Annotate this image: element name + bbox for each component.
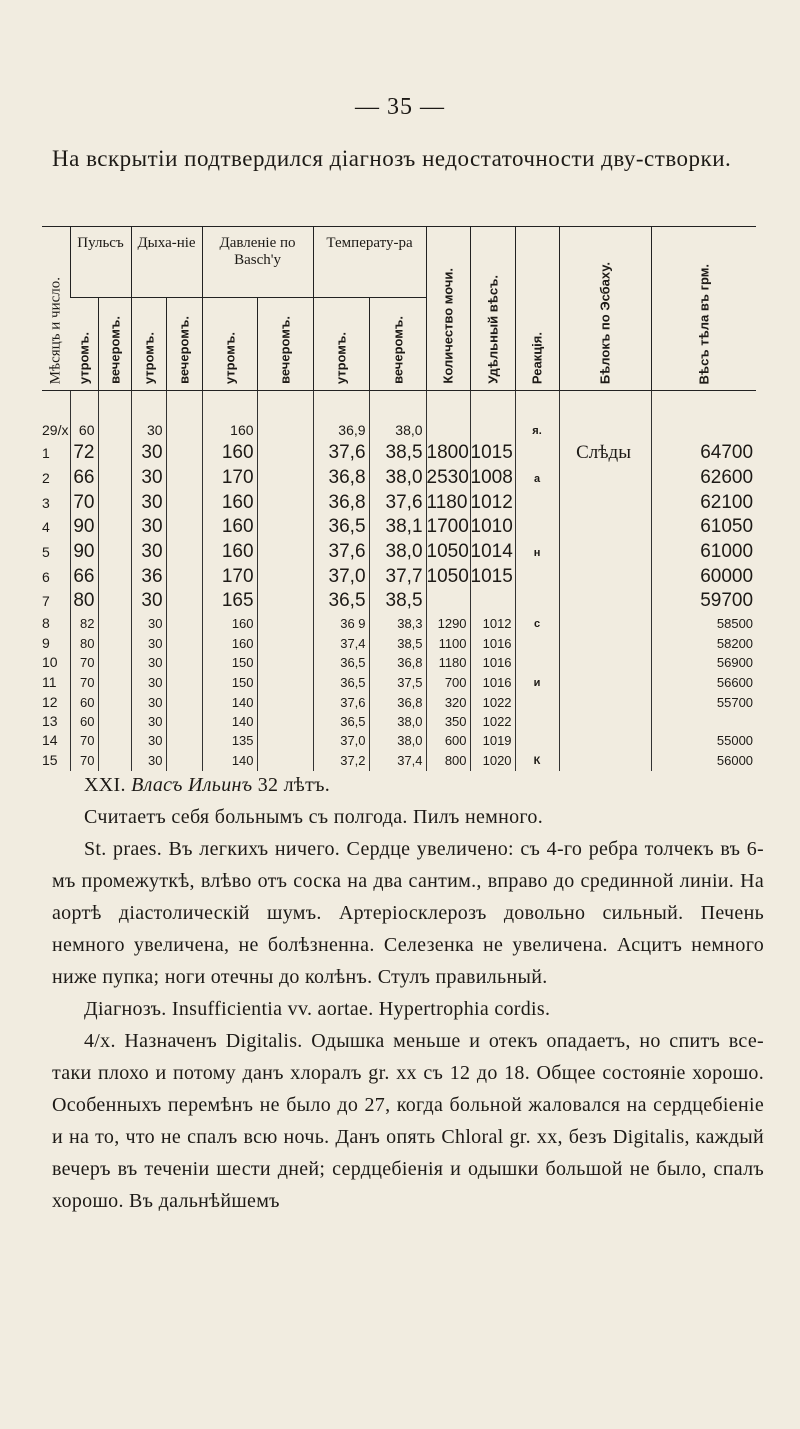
reaction-cell [515,441,559,465]
header-pulse: Пульсъ [70,227,131,298]
temp-morning-cell: 37,2 [313,750,369,771]
header-albumin: Бѣлокъ по Эсбаху. [559,227,651,391]
date-cell: 9 [42,635,50,651]
table-row [42,653,756,672]
pulse-evening-cell [98,539,131,565]
temp-evening-cell: 36,8 [369,653,426,672]
albumin-cell [559,712,651,731]
bp-morning-cell: 160 [202,491,257,515]
urine-cell: 700 [426,672,470,693]
bp-morning-cell: 160 [202,613,257,634]
weight-cell: 55000 [651,731,756,750]
urine-cell: 1100 [426,634,470,653]
albumin-cell [559,672,651,693]
urine-cell: 1290 [426,613,470,634]
patient-name: Власъ Ильинъ [131,774,253,796]
table-row [42,613,756,634]
header-temperature: Температу-ра [313,227,426,298]
temp-morning-cell: 37,6 [313,539,369,565]
urine-cell: 1050 [426,566,469,587]
pulse-evening-cell [98,515,131,539]
date-cell: 4 [42,519,50,535]
specific-gravity-cell [470,589,515,613]
temp-evening-cell: 38,5 [369,589,426,613]
bp-evening-cell [257,750,313,771]
albumin-cell [559,515,651,539]
table-row [42,419,756,441]
clinical-data-table [42,226,756,771]
pulse-evening-cell [98,693,131,712]
table-body [42,391,756,772]
reaction-cell [515,672,559,693]
header-weight: Вѣсъ тѣла въ грм. [651,227,756,391]
bp-morning-cell: 160 [202,515,257,539]
table-spacer [42,391,756,420]
resp-morning-cell: 30 [131,465,166,491]
resp-morning-cell: 30 [131,491,166,515]
resp-morning-cell: 36 [131,565,166,589]
resp-evening-cell [166,491,202,515]
table-row [42,750,756,771]
case-heading [52,769,764,801]
resp-morning-cell: 30 [131,672,166,693]
reaction-letter: К [533,755,541,767]
resp-morning-cell: 30 [131,712,166,731]
reaction-cell [515,634,559,653]
temp-morning-cell: 36,5 [313,672,369,693]
reaction-cell [515,731,559,750]
weight-cell [651,712,756,731]
temp-evening-cell: 38,0 [369,731,426,750]
bp-morning-cell: 170 [202,465,257,491]
weight-cell: 64700 [651,441,756,465]
albumin-cell [559,539,651,565]
pulse-morning-cell: 70 [70,653,98,672]
temp-evening-cell: 37,5 [369,672,426,693]
albumin-cell [559,491,651,515]
specific-gravity-cell: 1008 [470,465,515,491]
pulse-morning-cell: 60 [70,712,98,731]
resp-morning-cell: 30 [131,653,166,672]
bp-evening-cell [257,565,313,589]
header-specific-gravity: Удѣльный вѣсъ. [470,227,515,391]
reaction-letter: н [533,547,541,559]
pulse-morning-cell: 82 [70,613,98,634]
table-row [42,672,756,693]
pulse-morning-cell: 70 [70,750,98,771]
specific-gravity-cell: 1010 [470,515,515,539]
table-row [42,491,756,515]
bp-morning-cell: 150 [202,653,257,672]
specific-gravity-cell: 1014 [470,539,515,565]
specific-gravity-cell: 1012 [470,491,515,515]
date-cell: 3 [42,495,50,511]
reaction-letter: и [533,677,541,689]
weight-cell: 59700 [651,589,756,613]
temp-evening-cell: 38,5 [369,441,426,465]
bp-evening-cell [257,672,313,693]
temp-evening-cell: 38,5 [369,634,426,653]
reaction-cell [515,419,559,441]
header-temp-morning: утромъ. [313,298,369,391]
temp-evening-cell: 37,4 [369,750,426,771]
bp-morning-cell: 140 [202,750,257,771]
date-cell: 12 [42,694,58,710]
albumin-cell [559,731,651,750]
pulse-evening-cell [98,731,131,750]
temp-morning-cell: 37,4 [313,634,369,653]
table-row [42,539,756,565]
resp-evening-cell [166,441,202,465]
weight-cell: 62600 [651,465,756,491]
temp-morning-cell: 37,6 [313,693,369,712]
weight-cell: 58500 [651,613,756,634]
header-pulse-morning: утромъ. [70,298,98,391]
bp-evening-cell [257,653,313,672]
resp-evening-cell [166,613,202,634]
pulse-morning-cell: 80 [70,589,98,613]
bp-evening-cell [257,693,313,712]
urine-cell: 1700 [426,516,469,537]
reaction-cell [515,491,559,515]
weight-cell: 55700 [651,693,756,712]
temp-morning-cell: 36,5 [313,712,369,731]
urine-cell: 1180 [426,491,470,515]
header-resp-morning: утромъ. [131,298,166,391]
header-date: Мѣсяцъ и число. [42,227,70,391]
table-row [42,441,756,465]
temp-evening-cell: 38,0 [369,539,426,565]
resp-morning-cell: 30 [131,634,166,653]
bp-evening-cell [257,613,313,634]
albumin-cell [559,565,651,589]
reaction-cell [515,693,559,712]
table-row [42,731,756,750]
specific-gravity-cell [470,419,515,441]
case-number: XXI. [84,774,126,796]
date-cell: 8 [42,615,50,631]
urine-cell: 1180 [426,653,470,672]
temp-evening-cell: 38,0 [369,419,426,441]
reaction-cell [515,539,559,565]
pulse-morning-cell: 70 [70,731,98,750]
case-paragraph-treatment: 4/x. Назначенъ Digitalis. Одышка меньше и отекъ опадаетъ, но спитъ все-таки плохо и потому данъ хлоралъ gr. xx съ 12 до 18. Общее состояніе хорошо. Особенныхъ перемѣнъ не было до 27, когда больной жаловался на сердцебіеніе и на то, что не спалъ всю ночь. Данъ опять Chloral gr. xx, безъ Digitalis, каждый вечеръ въ теченіи шести дней; сердцебіенія и одышки большой не было, спалъ хорошо. Въ дальнѣйшемъ [52,1030,764,1212]
weight-cell: 61050 [651,515,756,539]
date-cell: 7 [42,593,50,609]
urine-cell: 800 [426,750,470,771]
resp-evening-cell [166,731,202,750]
patient-age: 32 лѣтъ. [257,774,331,796]
resp-evening-cell [166,419,202,441]
table-row [42,589,756,613]
bp-evening-cell [257,589,313,613]
pulse-evening-cell [98,441,131,465]
weight-cell: 62100 [651,491,756,515]
weight-cell [651,419,756,441]
urine-cell [426,589,470,613]
albumin-cell [559,750,651,771]
date-cell: 5 [42,544,50,560]
temp-morning-cell: 36,5 [313,653,369,672]
case-description [52,769,764,1217]
bp-evening-cell [257,731,313,750]
reaction-letter: а [533,473,541,485]
resp-evening-cell [166,465,202,491]
header-respiration: Дыха-ніе [131,227,202,298]
resp-evening-cell [166,672,202,693]
pulse-morning-cell: 90 [70,515,98,539]
page-number: — 35 — [355,94,445,120]
resp-morning-cell: 30 [131,515,166,539]
urine-cell: 350 [426,712,470,731]
albumin-cell: Слѣды [559,441,651,465]
bp-evening-cell [257,539,313,565]
reaction-cell [515,565,559,589]
temp-evening-cell: 38,0 [369,712,426,731]
pulse-evening-cell [98,750,131,771]
albumin-cell [559,653,651,672]
specific-gravity-cell: 1020 [470,750,515,771]
pulse-morning-cell: 66 [70,465,98,491]
reaction-cell [515,712,559,731]
bp-evening-cell [257,634,313,653]
temp-evening-cell: 38,1 [369,515,426,539]
header-resp-evening: вечеромъ. [166,298,202,391]
pulse-evening-cell [98,712,131,731]
bp-morning-cell: 160 [202,539,257,565]
temp-morning-cell: 36,5 [313,515,369,539]
weight-cell: 61000 [651,539,756,565]
resp-morning-cell: 30 [131,750,166,771]
specific-gravity-cell: 1022 [470,712,515,731]
resp-evening-cell [166,634,202,653]
temp-morning-cell: 37,0 [313,565,369,589]
temp-morning-cell: 36,8 [313,491,369,515]
table-row [42,565,756,589]
resp-morning-cell: 30 [131,441,166,465]
pulse-evening-cell [98,589,131,613]
albumin-cell [559,634,651,653]
temp-evening-cell: 36,8 [369,693,426,712]
albumin-cell [559,693,651,712]
date-cell: 10 [42,654,58,670]
albumin-cell [559,419,651,441]
bp-morning-cell: 160 [202,441,257,465]
date-cell: 1 [42,445,50,461]
temp-evening-cell: 38,0 [369,465,426,491]
date-cell: 6 [42,569,50,585]
specific-gravity-cell: 1016 [470,634,515,653]
specific-gravity-cell: 1016 [470,672,515,693]
pulse-evening-cell [98,491,131,515]
temp-morning-cell: 36 9 [313,613,369,634]
specific-gravity-cell: 1015 [470,441,515,465]
resp-evening-cell [166,750,202,771]
bp-evening-cell [257,491,313,515]
table-row [42,712,756,731]
pulse-evening-cell [98,634,131,653]
bp-morning-cell: 165 [202,589,257,613]
resp-morning-cell: 30 [131,419,166,441]
weight-cell: 58200 [651,634,756,653]
date-cell: 15 [42,752,58,768]
urine-cell [426,419,470,441]
albumin-cell [559,589,651,613]
pulse-evening-cell [98,672,131,693]
bp-evening-cell [257,419,313,441]
weight-cell: 56900 [651,653,756,672]
header-pressure: Давленіе по Basch'у [202,227,313,298]
header-temp-evening: вечеромъ. [369,298,426,391]
resp-evening-cell [166,693,202,712]
table-row [42,634,756,653]
specific-gravity-cell: 1015 [470,565,515,589]
pulse-morning-cell: 90 [70,539,98,565]
specific-gravity-cell: 1022 [470,693,515,712]
urine-cell: 2530 [426,465,470,491]
resp-evening-cell [166,515,202,539]
bp-morning-cell: 135 [202,731,257,750]
bp-evening-cell [257,712,313,731]
pulse-morning-cell: 70 [70,491,98,515]
date-cell: 14 [42,732,58,748]
pulse-evening-cell [98,653,131,672]
bp-morning-cell: 160 [202,634,257,653]
pulse-evening-cell [98,613,131,634]
reaction-cell [515,515,559,539]
pulse-morning-cell: 60 [70,419,98,441]
urine-cell: 600 [426,731,470,750]
bp-morning-cell: 140 [202,712,257,731]
resp-evening-cell [166,565,202,589]
table-row [42,515,756,539]
specific-gravity-cell: 1019 [470,731,515,750]
table-row [42,465,756,491]
header-urine: Количество мочи. [426,227,470,391]
temp-morning-cell: 36,8 [313,465,369,491]
temp-morning-cell: 37,6 [313,441,369,465]
header-reaction: Реакція. [515,227,559,391]
albumin-cell [559,465,651,491]
bp-evening-cell [257,465,313,491]
reaction-cell [515,750,559,771]
bp-evening-cell [257,441,313,465]
specific-gravity-cell: 1016 [470,653,515,672]
temp-morning-cell: 36,9 [313,419,369,441]
header-bp-morning: утромъ. [202,298,257,391]
pulse-morning-cell: 80 [70,634,98,653]
reaction-cell [515,613,559,634]
bp-morning-cell: 140 [202,693,257,712]
reaction-letter: я. [532,425,542,437]
bp-morning-cell: 150 [202,672,257,693]
resp-evening-cell [166,589,202,613]
resp-morning-cell: 30 [131,589,166,613]
weight-cell: 60000 [651,565,756,589]
urine-cell: 1800 [426,442,469,463]
resp-evening-cell [166,712,202,731]
weight-cell: 56000 [651,750,756,771]
resp-morning-cell: 30 [131,539,166,565]
resp-evening-cell [166,539,202,565]
weight-cell: 56600 [651,672,756,693]
temp-evening-cell: 37,6 [369,491,426,515]
case-paragraph-history: Считаетъ себя больнымъ съ полгода. Пилъ немного. [84,806,544,828]
reaction-cell [515,465,559,491]
case-paragraph-diagnosis: Діагнозъ. Insufficientia vv. aortae. Hypertrophia cordis. [84,998,551,1020]
header-bp-evening: вечеромъ. [257,298,313,391]
reaction-cell [515,653,559,672]
date-cell: 2 [42,470,50,486]
pulse-evening-cell [98,565,131,589]
bp-morning-cell: 160 [202,419,257,441]
temp-evening-cell: 38,3 [369,613,426,634]
bp-evening-cell [257,515,313,539]
resp-evening-cell [166,653,202,672]
urine-cell: 320 [426,693,470,712]
urine-cell: 1050 [426,539,470,565]
date-cell: 29/x [42,422,69,438]
pulse-morning-cell: 60 [70,693,98,712]
pulse-evening-cell [98,419,131,441]
pulse-morning-cell: 72 [70,441,98,465]
case-paragraph-status: St. praes. Въ легкихъ ничего. Сердце увеличено: съ 4-го ребра толчекъ въ 6-мъ промежуткѣ, влѣво отъ соска на два сантим., вправо до срединной линіи. На аортѣ діастолическій шумъ. Артеріосклерозъ довольно сильный. Печень немного увеличена, не болѣзненна. Селезенка не увеличена. Асцитъ немного ниже пупка; ноги отечны до колѣнъ. Стулъ правильный. [52,838,764,988]
pulse-evening-cell [98,465,131,491]
resp-morning-cell: 30 [131,693,166,712]
temp-evening-cell: 37,7 [369,565,426,589]
resp-morning-cell: 30 [131,731,166,750]
date-cell: 11 [42,674,57,690]
specific-gravity-cell: 1012 [470,613,515,634]
reaction-cell [515,589,559,613]
pulse-morning-cell: 66 [70,565,98,589]
header-pulse-evening: вечеромъ. [98,298,131,391]
pulse-morning-cell: 70 [70,672,98,693]
table-row [42,693,756,712]
reaction-letter: с [533,618,541,630]
resp-morning-cell: 30 [131,613,166,634]
bp-morning-cell: 170 [202,565,257,589]
temp-morning-cell: 36,5 [313,589,369,613]
intro-text: На вскрытіи подтвердился діагнозъ недостаточности дву-створки. [52,146,732,171]
date-cell: 13 [42,713,58,729]
temp-morning-cell: 37,0 [313,731,369,750]
albumin-cell [559,613,651,634]
